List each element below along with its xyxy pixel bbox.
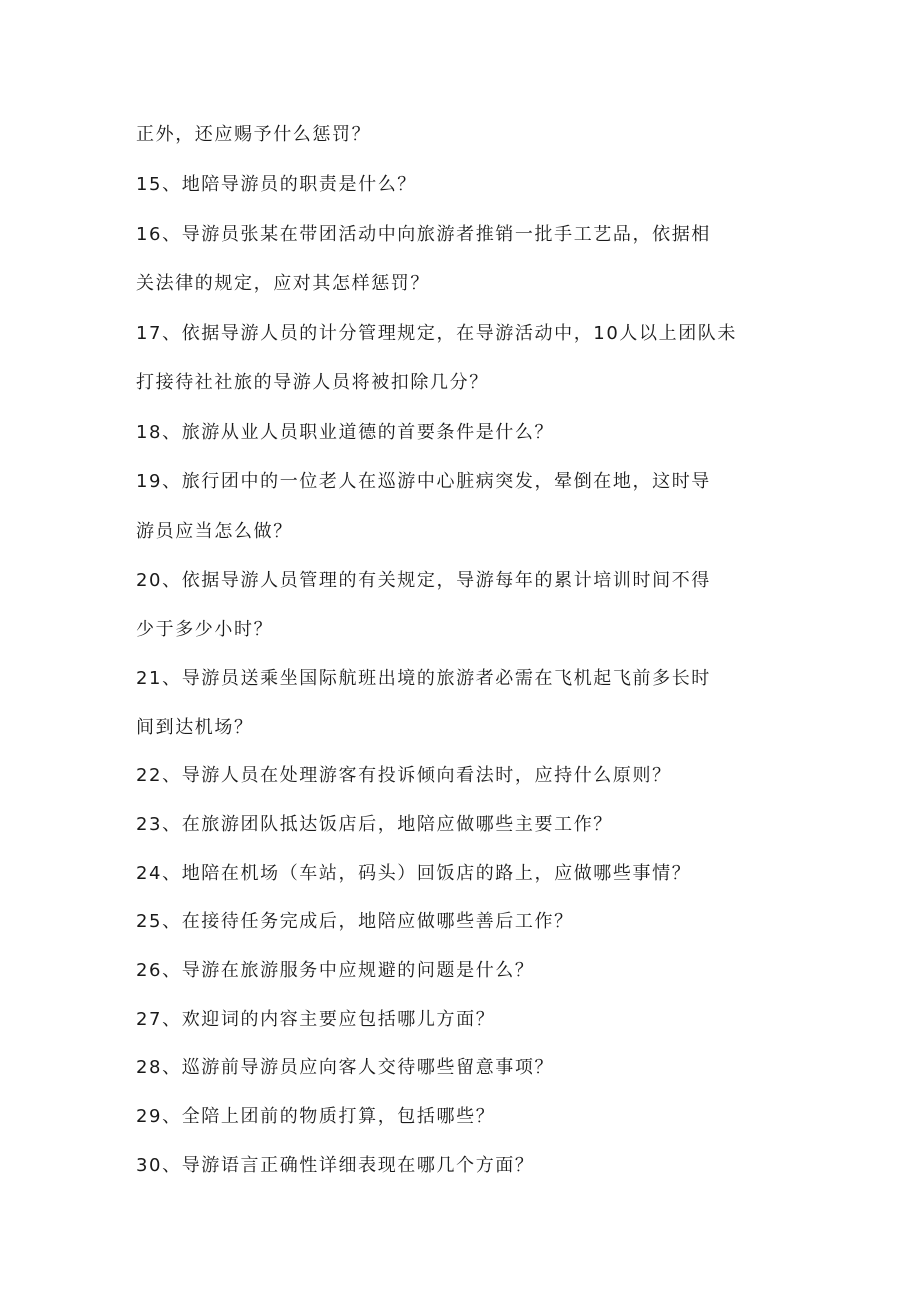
text-line: 22、导游人员在处理游客有投诉倾向看法时，应持什么原则？ bbox=[136, 765, 672, 786]
text-line: 16、导游员张某在带团活动中向旅游者推销一批手工艺品，依据相 bbox=[136, 224, 711, 245]
text-line: 15、地陪导游员的职责是什么？ bbox=[136, 174, 417, 195]
text-line: 间到达机场？ bbox=[136, 717, 254, 738]
text-line: 23、在旅游团队抵达饭店后，地陪应做哪些主要工作？ bbox=[136, 814, 613, 835]
text-line: 18、旅游从业人员职业道德的首要条件是什么？ bbox=[136, 422, 555, 443]
text-line: 少于多少小时？ bbox=[136, 619, 274, 640]
text-line: 27、欢迎词的内容主要应包括哪儿方面？ bbox=[136, 1009, 496, 1030]
text-line: 26、导游在旅游服务中应规避的问题是什么？ bbox=[136, 960, 535, 981]
text-line: 关法律的规定，应对其怎样惩罚？ bbox=[136, 273, 430, 294]
text-line: 正外，还应赐予什么惩罚？ bbox=[136, 124, 372, 145]
text-line: 打接待社社旅的导游人员将被扣除几分？ bbox=[136, 372, 489, 393]
text-line: 25、在接待任务完成后，地陪应做哪些善后工作？ bbox=[136, 911, 574, 932]
text-line: 29、全陪上团前的物质打算，包括哪些？ bbox=[136, 1106, 496, 1127]
text-line: 21、导游员送乘坐国际航班出境的旅游者必需在飞机起飞前多长时 bbox=[136, 668, 711, 689]
text-line: 17、依据导游人员的计分管理规定，在导游活动中，10人以上团队未 bbox=[136, 323, 738, 344]
text-line: 游员应当怎么做？ bbox=[136, 521, 293, 542]
text-line: 28、巡游前导游员应向客人交待哪些留意事项？ bbox=[136, 1057, 555, 1078]
text-line: 24、地陪在机场（车站，码头）回饭店的路上，应做哪些事情？ bbox=[136, 863, 692, 884]
text-line: 19、旅行团中的一位老人在巡游中心脏病突发，晕倒在地，这时导 bbox=[136, 471, 711, 492]
text-line: 20、依据导游人员管理的有关规定，导游每年的累计培训时间不得 bbox=[136, 570, 711, 591]
text-line: 30、导游语言正确性详细表现在哪几个方面？ bbox=[136, 1155, 535, 1176]
